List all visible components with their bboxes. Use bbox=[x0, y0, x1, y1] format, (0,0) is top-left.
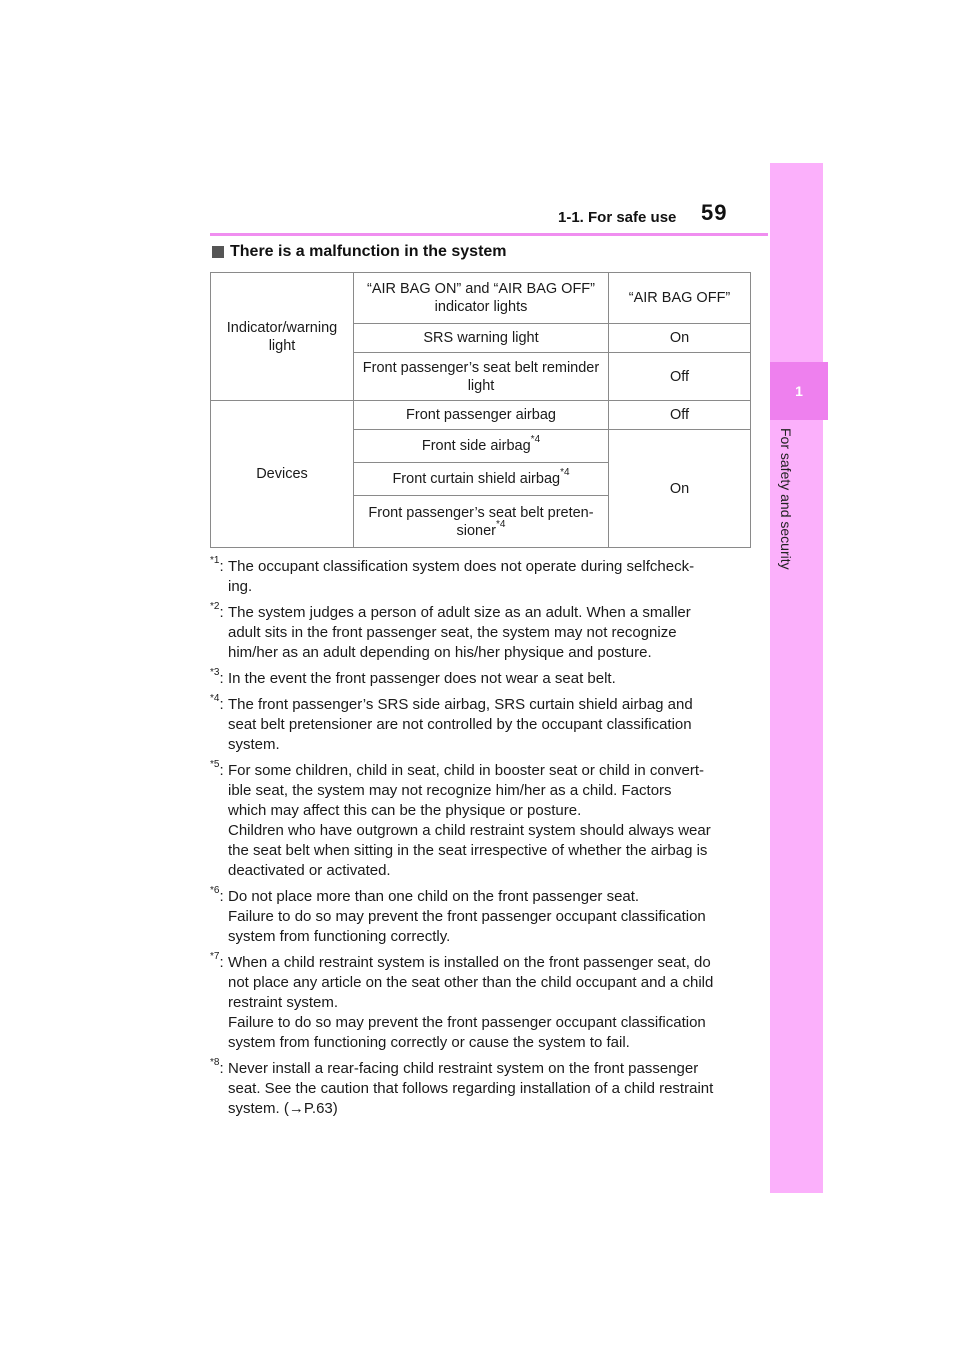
section-heading-text: There is a malfunction in the system bbox=[230, 243, 507, 260]
footnote bbox=[210, 695, 750, 755]
status-cell: Off bbox=[609, 353, 751, 401]
footnote-text[interactable]: Never install a rear-facing child restraint system on the front passenger seat. See the caution that follows regarding installation of a child restraint system. (→P.63) bbox=[228, 1060, 714, 1117]
item-cell bbox=[354, 496, 609, 548]
item-cell bbox=[354, 430, 609, 463]
footnote-marker: $^{*2}$: bbox=[210, 601, 224, 621]
status-cell: On bbox=[609, 324, 751, 353]
item-cell bbox=[354, 463, 609, 496]
footnote-ref: *4 bbox=[496, 518, 506, 530]
footnote-text: Do not place more than one child on the front passenger seat. Failure to do so may prevent the front passenger occupant classification system from functioning correctly. bbox=[228, 888, 706, 945]
footnote-marker: $^{*4}$: bbox=[210, 693, 224, 713]
status-cell: Off bbox=[609, 401, 751, 430]
item-cell: SRS warning light bbox=[354, 324, 609, 353]
footnote bbox=[210, 603, 750, 663]
footnote-marker: $^{*6}$: bbox=[210, 885, 224, 905]
table-row bbox=[211, 273, 751, 324]
footnote-marker-text: *4 bbox=[210, 693, 220, 704]
footnote-marker-text: *6 bbox=[210, 885, 220, 896]
indicator-status-table bbox=[210, 272, 751, 548]
footnote-marker-text: *1 bbox=[210, 555, 220, 566]
footnote bbox=[210, 557, 750, 597]
status-cell: “AIR BAG OFF” bbox=[609, 273, 751, 324]
page-number: 59 bbox=[701, 200, 728, 225]
group-cell-indicator: Indicator/warning light bbox=[211, 273, 354, 401]
status-cell: On bbox=[609, 430, 751, 548]
section-heading bbox=[212, 243, 507, 261]
footnote-marker-text: *7 bbox=[210, 951, 220, 962]
chapter-title: For safety and security bbox=[778, 428, 794, 570]
item-label: Front curtain shield airbag bbox=[392, 471, 561, 487]
footnote-text: When a child restraint system is installed on the front passenger seat, do not place any article on the seat other than the child occupant and a child restraint system. Failure to do so may prevent the front passenger occupant classification system from functioning correctly or cause the system to fail. bbox=[228, 954, 714, 1051]
footnote-marker: $^{*3}$: bbox=[210, 667, 224, 687]
footnote bbox=[210, 953, 750, 1053]
footnote-text: For some children, child in seat, child in booster seat or child in convert- ible seat, the system may not recognize him/her as a child. Factors which may affect this can be the physique or posture. Children who have outgrown a child restraint system should always wear the seat belt when sitting in the seat irrespective of whether the airbag is deactivated or activated. bbox=[228, 762, 711, 879]
footnote-ref: *4 bbox=[530, 434, 541, 446]
footnote-ref: *4 bbox=[560, 467, 570, 479]
group-cell-devices: Devices bbox=[211, 401, 354, 548]
square-bullet-icon bbox=[212, 246, 224, 258]
footnote-marker: $^{*1}$: bbox=[210, 555, 224, 575]
chapter-side-tab bbox=[770, 163, 823, 1193]
item-cell: Front passenger airbag bbox=[354, 401, 609, 430]
footnote-text: The system judges a person of adult size as an adult. When a smaller adult sits in the front passenger seat, the system may not recognize him/her as an adult depending on his/her physique and posture. bbox=[228, 604, 691, 661]
item-cell: Front passenger’s seat belt reminder light bbox=[354, 353, 609, 401]
footnote-marker: $^{*8}$: bbox=[210, 1057, 224, 1077]
footnote-marker-text: *3 bbox=[210, 667, 220, 678]
footnote bbox=[210, 1059, 750, 1119]
table-row bbox=[211, 401, 751, 430]
item-cell: “AIR BAG ON” and “AIR BAG OFF” indicator lights bbox=[354, 273, 609, 324]
header-rule bbox=[210, 233, 768, 236]
item-label: Front side airbag bbox=[421, 438, 531, 454]
footnotes bbox=[210, 557, 750, 1125]
footnote-marker-text: *5 bbox=[210, 759, 220, 770]
footnote-text: The front passenger’s SRS side airbag, SRS curtain shield airbag and seat belt pretensioner are not controlled by the occupant classification system. bbox=[228, 696, 693, 753]
footnote bbox=[210, 669, 750, 689]
item-label: Front passenger’s seat belt preten-sioner bbox=[368, 504, 594, 539]
footnote bbox=[210, 887, 750, 947]
footnote-marker: $^{*7}$: bbox=[210, 951, 224, 971]
chapter-number[interactable]: 1 bbox=[770, 362, 828, 420]
footnote-marker-text: *2 bbox=[210, 601, 220, 612]
section-title: 1-1. For safe use bbox=[558, 209, 677, 226]
footnote-text: The occupant classification system does not operate during selfcheck- ing. bbox=[228, 558, 695, 595]
footnote-marker-text: *8 bbox=[210, 1057, 220, 1068]
footnote-marker: $^{*5}$: bbox=[210, 759, 224, 779]
footnote bbox=[210, 761, 750, 881]
footnote-text: In the event the front passenger does not wear a seat belt. bbox=[228, 670, 616, 687]
